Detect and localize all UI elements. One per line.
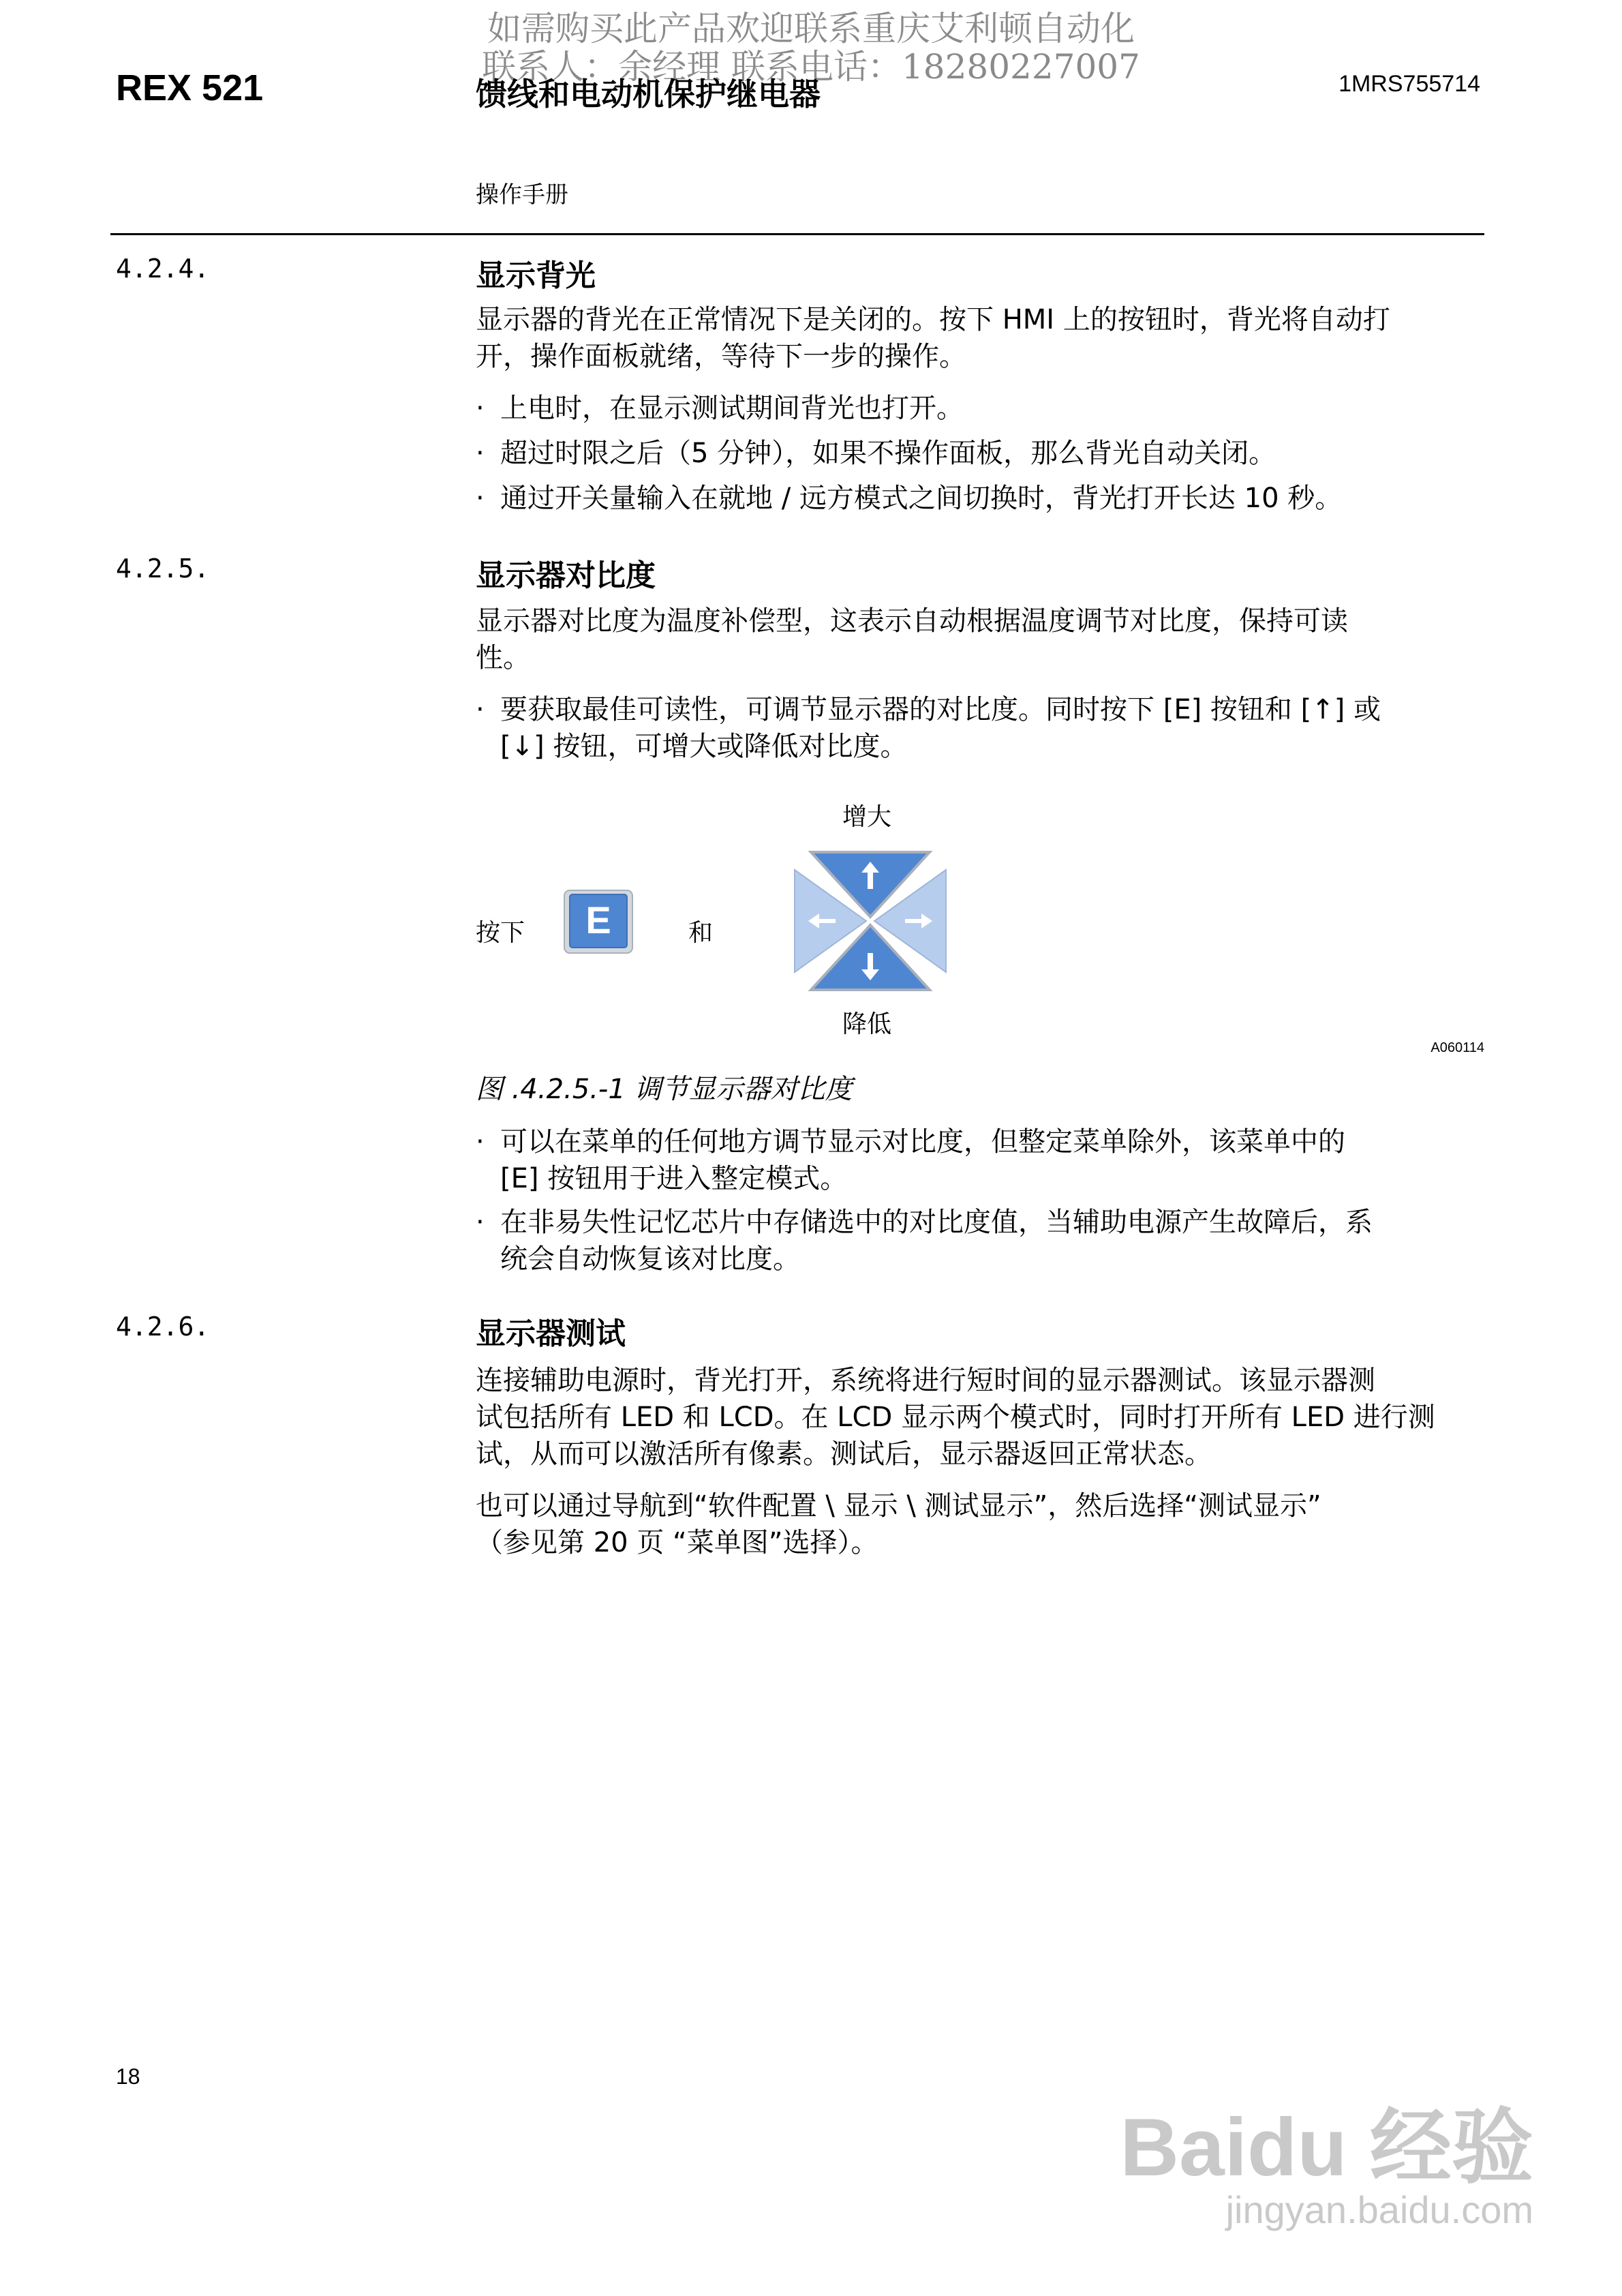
bullet-item xyxy=(476,1123,1484,1197)
bullet-text xyxy=(500,1123,1484,1197)
watermark-line-1: 如需购买此产品欢迎联系重庆艾利顿自动化 xyxy=(487,9,1135,48)
arrow-keypad xyxy=(791,848,950,994)
bullet-item xyxy=(476,435,1484,472)
document-title: 馈线和电动机保护继电器 xyxy=(476,76,821,112)
paragraph-line: 连接辅助电源时，背光打开，系统将进行短时间的显示器测试。该显示器测 xyxy=(476,1365,1375,1396)
figure-caption: 图 .4.2.5.-1 调节显示器对比度 xyxy=(476,1074,853,1105)
section-title-backlight: 显示背光 xyxy=(476,258,596,293)
bullet-dot: · xyxy=(476,694,485,725)
press-label: 按下 xyxy=(476,919,525,947)
paragraph-line: 试，从而可以激活所有像素。测试后，显示器返回正常状态。 xyxy=(476,1438,1212,1470)
baidu-logo: Baidu 经验 xyxy=(1120,2102,1533,2193)
document-id: 1MRS755714 xyxy=(1338,71,1480,97)
bullet-dot: · xyxy=(476,438,485,469)
bullet-text: 上电时，在显示测试期间背光也打开。 xyxy=(500,393,964,424)
document-subtitle: 操作手册 xyxy=(476,181,568,209)
section-title-contrast: 显示器对比度 xyxy=(476,558,656,593)
paragraph-contrast xyxy=(476,603,1484,676)
bullet-line: [E] 按钮用于进入整定模式。 xyxy=(500,1163,848,1194)
section-title-display-test: 显示器测试 xyxy=(476,1316,626,1351)
section-number-backlight: 4.2.4. xyxy=(116,254,210,284)
section-number-display-test: 4.2.6. xyxy=(116,1312,210,1342)
paragraph-line: 显示器对比度为温度补偿型，这表示自动根据温度调节对比度，保持可读 xyxy=(476,605,1348,637)
paragraph-line: 试包括所有 LED 和 LCD。在 LCD 显示两个模式时，同时打开所有 LED 进行测 xyxy=(476,1402,1435,1433)
paragraph-line: 性。 xyxy=(476,642,530,674)
paragraph-line: 开，操作面板就绪，等待下一步的操作。 xyxy=(476,341,966,372)
baidu-url: jingyan.baidu.com xyxy=(1225,2188,1533,2231)
e-key xyxy=(563,889,634,954)
bullet-item xyxy=(476,480,1484,517)
bullet-text: 超过时限之后（5 分钟），如果不操作面板，那么背光自动关闭。 xyxy=(500,438,1276,469)
product-name: REX 521 xyxy=(116,67,264,108)
section-number-contrast: 4.2.5. xyxy=(116,554,210,584)
header-divider xyxy=(110,233,1484,235)
baidu-watermark xyxy=(1120,2102,1533,2232)
paragraph-line: （参见第 20 页 “菜单图”选择）。 xyxy=(476,1527,878,1558)
paragraph-line: 显示器的背光在正常情况下是关闭的。按下 HMI 上的按钮时，背光将自动打 xyxy=(476,304,1390,335)
bullet-line: 可以在菜单的任何地方调节显示对比度，但整定菜单除外，该菜单中的 xyxy=(500,1126,1345,1158)
figure-id: A060114 xyxy=(1430,1040,1484,1055)
paragraph-display-test-nav xyxy=(476,1487,1484,1561)
bullet-text xyxy=(500,1204,1484,1278)
paragraph-backlight xyxy=(476,301,1484,375)
bullet-item xyxy=(476,691,1484,765)
bullet-line: [↓] 按钮，可增大或降低对比度。 xyxy=(500,731,908,762)
bullet-text: 通过开关量输入在就地 / 远方模式之间切换时，背光打开长达 10 秒。 xyxy=(500,483,1343,514)
bullet-line: 在非易失性记忆芯片中存储选中的对比度值，当辅助电源产生故障后，系 xyxy=(500,1207,1373,1238)
bullet-dot: · xyxy=(476,1207,485,1238)
decrease-label: 降低 xyxy=(842,1010,892,1038)
and-label: 和 xyxy=(688,919,714,947)
bullet-item xyxy=(476,1204,1484,1278)
bullet-item xyxy=(476,390,1484,427)
bullet-line: 要获取最佳可读性，可调节显示器的对比度。同时按下 [E] 按钮和 [↑] 或 xyxy=(500,694,1381,725)
paragraph-line: 也可以通过导航到“软件配置 \ 显示 \ 测试显示”，然后选择“测试显示” xyxy=(476,1490,1321,1522)
bullet-dot: · xyxy=(476,483,485,514)
bullet-line: 统会自动恢复该对比度。 xyxy=(500,1243,800,1275)
e-key-letter: E xyxy=(585,898,611,941)
watermark-line-2: 联系人：余经理 联系电话：18280227007 xyxy=(482,47,1140,87)
increase-label: 增大 xyxy=(842,803,892,831)
bullet-text xyxy=(500,691,1484,765)
bullet-dot: · xyxy=(476,1126,485,1158)
page-number: 18 xyxy=(116,2064,140,2089)
paragraph-display-test xyxy=(476,1362,1484,1472)
bullet-dot: · xyxy=(476,393,485,424)
